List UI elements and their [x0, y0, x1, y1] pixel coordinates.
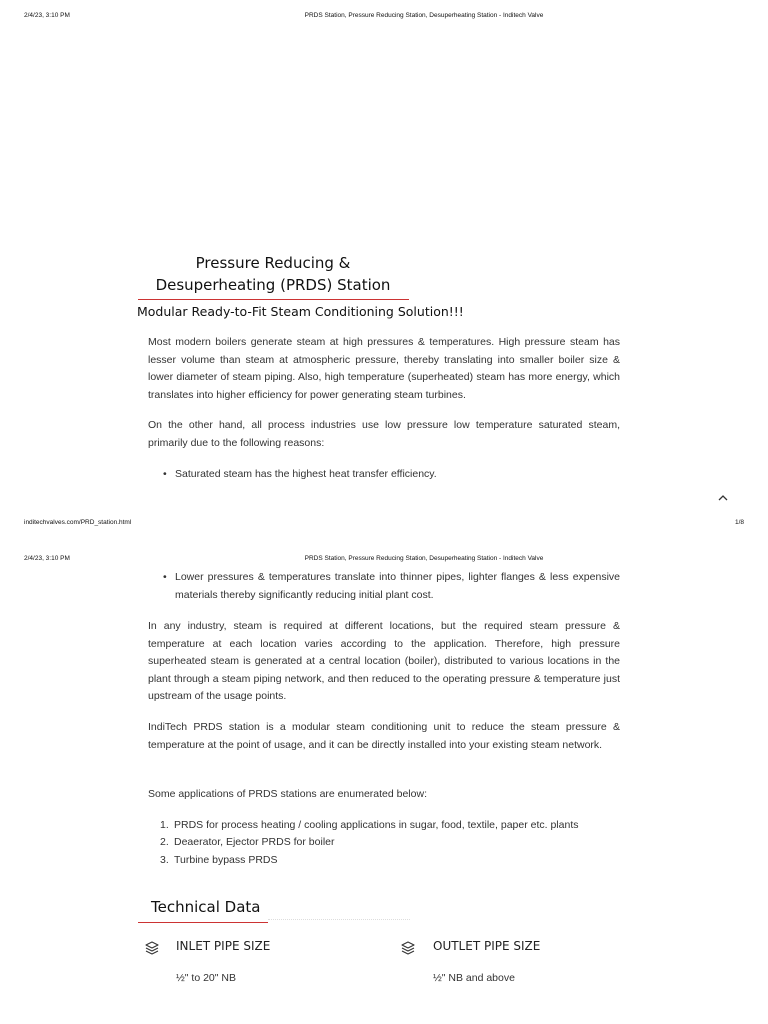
- process-paragraph: On the other hand, all process industries use low pressure low temperature saturated steam, primarily due to the following reasons:: [148, 419, 620, 449]
- outlet-pipe-size-value: ½" NB and above: [433, 972, 515, 984]
- list-item-text: Lower pressures & temperatures translate into thinner pipes, lighter flanges & less expensive materials thereby significantly reducing initial plant cost.: [175, 571, 620, 601]
- divider: [268, 919, 410, 920]
- application-text: Turbine bypass PRDS: [174, 854, 278, 866]
- page-title-line2: Desuperheating (PRDS) Station: [155, 276, 391, 294]
- intro-paragraph: Most modern boilers generate steam at high pressures & temperatures. High pressure steam has lesser volume than steam at atmospheric pressure, thereby translating into smaller boiler size & lower diameter of steam piping. Also, high temperature (superheated) steam has more energy, which translates into higher efficiency for power generating steam turbines.: [148, 336, 620, 401]
- print-date: 2/4/23, 3:10 PM: [24, 12, 70, 19]
- list-item-text: Saturated steam has the highest heat transfer efficiency.: [175, 468, 437, 480]
- print-date: 2/4/23, 3:10 PM: [24, 555, 70, 562]
- application-item: [160, 852, 278, 870]
- layers-icon: [400, 940, 416, 956]
- application-number: 3.: [160, 854, 169, 866]
- bullet-marker: •: [163, 468, 167, 480]
- print-footer: [0, 519, 768, 531]
- print-header: [0, 555, 768, 569]
- application-text: PRDS for process heating / cooling applications in sugar, food, textile, paper etc. plants: [174, 819, 579, 831]
- inlet-pipe-size-value: ½" to 20" NB: [176, 972, 236, 984]
- print-header: [0, 12, 768, 26]
- print-page-number: 1/8: [734, 519, 744, 526]
- list-item: [163, 466, 620, 484]
- inlet-pipe-size-label: INLET PIPE SIZE: [176, 939, 271, 953]
- page-title-line1: Pressure Reducing &: [195, 254, 351, 272]
- inditech-paragraph: IndiTech PRDS station is a modular steam conditioning unit to reduce the steam pressure & temperature at the point of usage, and it can be directly installed into your existing steam network.: [148, 721, 620, 751]
- technical-data-title: Technical Data: [151, 898, 261, 916]
- page-subtitle: Modular Ready-to-Fit Steam Conditioning Solution!!!: [137, 304, 464, 319]
- print-doc-title: PRDS Station, Pressure Reducing Station, Desuperheating Station - Inditech Valve: [304, 555, 544, 562]
- application-number: 2.: [160, 836, 169, 848]
- technical-data-underline: [138, 922, 268, 923]
- outlet-pipe-size-label: OUTLET PIPE SIZE: [433, 939, 541, 953]
- chevron-up-icon: [715, 490, 731, 506]
- page-title: [138, 252, 408, 296]
- layers-icon: [144, 940, 160, 956]
- application-text: Deaerator, Ejector PRDS for boiler: [174, 836, 335, 848]
- print-doc-title: PRDS Station, Pressure Reducing Station, Desuperheating Station - Inditech Valve: [304, 12, 544, 19]
- applications-intro: Some applications of PRDS stations are enumerated below:: [148, 788, 427, 800]
- list-item: [163, 569, 620, 604]
- application-item: [160, 817, 578, 835]
- application-number: 1.: [160, 819, 169, 831]
- title-underline: [138, 299, 409, 300]
- application-item: [160, 834, 334, 852]
- bullet-marker: •: [163, 571, 167, 583]
- scroll-top-button[interactable]: [715, 490, 731, 506]
- print-url: inditechvalves.com/PRD_station.html: [24, 519, 132, 526]
- locations-paragraph: In any industry, steam is required at different locations, but the required steam pressure & temperature at each location varies according to the application. Therefore, high pressure superheated steam is generated at a central location (boiler), distributed to various locations in the plant through a steam piping network, and then reduced to the operating pressure & temperature just upstream of the usage points.: [148, 620, 620, 702]
